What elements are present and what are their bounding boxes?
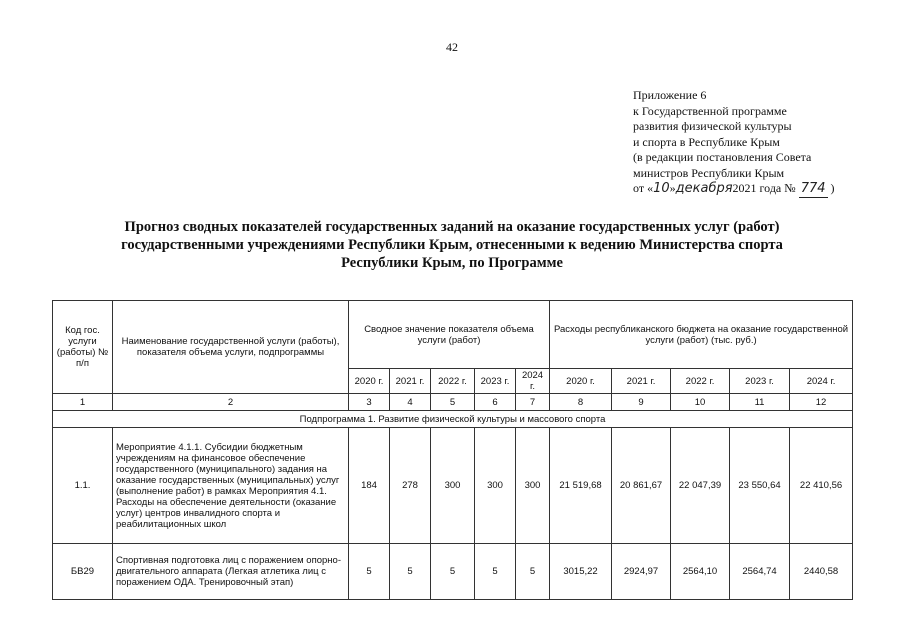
row-volume: 5 [390,544,431,600]
date-sep: » [669,181,676,195]
header-expense-year: 2020 г. [550,369,612,394]
column-number: 4 [390,394,431,411]
document-number: 774 [800,181,826,196]
column-number: 12 [790,394,853,411]
column-number: 9 [612,394,671,411]
column-number: 2 [113,394,349,411]
column-number: 1 [53,394,113,411]
column-number: 10 [671,394,730,411]
row-expense: 2564,10 [671,544,730,600]
subprogram-title: Подпрограмма 1. Развитие физической культуры и массового спорта [53,411,853,428]
header-year: 2022 г. [431,369,475,394]
row-expense: 21 519,68 [550,428,612,544]
header-expense-year: 2024 г. [790,369,853,394]
appendix-line: к Государственной программе [633,103,787,118]
header-volume-group: Сводное значение показателя объема услуги (работ) [349,301,550,369]
row-volume: 5 [349,544,390,600]
header-expense-year: 2022 г. [671,369,730,394]
header-year: 2024 г. [516,369,550,394]
date-day: 10 [653,181,670,196]
row-code: БВ29 [53,544,113,600]
column-numbers-row [53,394,853,411]
header-year: 2020 г. [349,369,390,394]
column-number: 6 [475,394,516,411]
date-year: 2021 года № [732,181,796,195]
row-volume: 300 [475,428,516,544]
row-name: Спортивная подготовка лиц с поражением опорно-двигательного аппарата (Легкая атлетика лиц с поражением ОДА. Тренировочный этап) [113,544,349,600]
row-code: 1.1. [53,428,113,544]
subprogram-row [53,411,853,428]
row-expense: 2924,97 [612,544,671,600]
row-expense: 20 861,67 [612,428,671,544]
table-row [53,428,853,544]
row-volume: 5 [431,544,475,600]
header-expense-year: 2021 г. [612,369,671,394]
table-row [53,544,853,600]
row-volume: 300 [516,428,550,544]
date-suffix: ) [830,181,835,195]
row-volume: 278 [390,428,431,544]
header-code: Код гос. услуги (работы) № п/п [53,301,113,394]
forecast-table [52,300,853,600]
page-number: 42 [446,40,458,54]
row-expense: 22 410,56 [790,428,853,544]
row-volume: 5 [516,544,550,600]
row-expense: 22 047,39 [671,428,730,544]
column-number: 8 [550,394,612,411]
header-year: 2021 г. [390,369,431,394]
row-volume: 184 [349,428,390,544]
header-expense-year: 2023 г. [730,369,790,394]
appendix-line: министров Республики Крым [633,165,785,180]
appendix-block [633,88,893,198]
header-expense-group: Расходы республиканского бюджета на оказание государственной услуги (работ) (тыс. руб.) [550,301,853,369]
header-row [53,301,853,369]
header-year: 2023 г. [475,369,516,394]
appendix-line: и спорта в Республике Крым [633,134,780,149]
column-number: 11 [730,394,790,411]
header-name: Наименование государственной услуги (работы), показателя объема услуги, подпрограммы [113,301,349,394]
appendix-date-line [633,181,893,198]
date-prefix: от « [633,181,654,195]
appendix-line: (в редакции постановления Совета [633,150,812,164]
document-title: Прогноз сводных показателей государственных заданий на оказание государственных услуг (работ) государственными учреждениями Республики Крым, отнесенными к ведению Министерства спорта Республики Крым, по Программе [121,219,783,271]
column-number: 5 [431,394,475,411]
row-name: Мероприятие 4.1.1. Субсидии бюджетным учреждениям на финансовое обеспечение государственного (муниципального) задания на оказание государственных (муниципальных) услуг (выполнение работ) в рамках Мероприятия 4.1. Расходы на обеспечение деятельности (оказание услуг) центров инвалидного спорта и реабилитационных школ [113,428,349,544]
row-expense: 2440,58 [790,544,853,600]
row-expense: 23 550,64 [730,428,790,544]
column-number: 3 [349,394,390,411]
row-volume: 5 [475,544,516,600]
date-month: декабря [675,181,733,196]
column-number: 7 [516,394,550,411]
row-volume: 300 [431,428,475,544]
appendix-line: Приложение 6 [633,88,707,102]
row-expense: 2564,74 [730,544,790,600]
row-expense: 3015,22 [550,544,612,600]
appendix-line: развития физической культуры [633,119,792,133]
